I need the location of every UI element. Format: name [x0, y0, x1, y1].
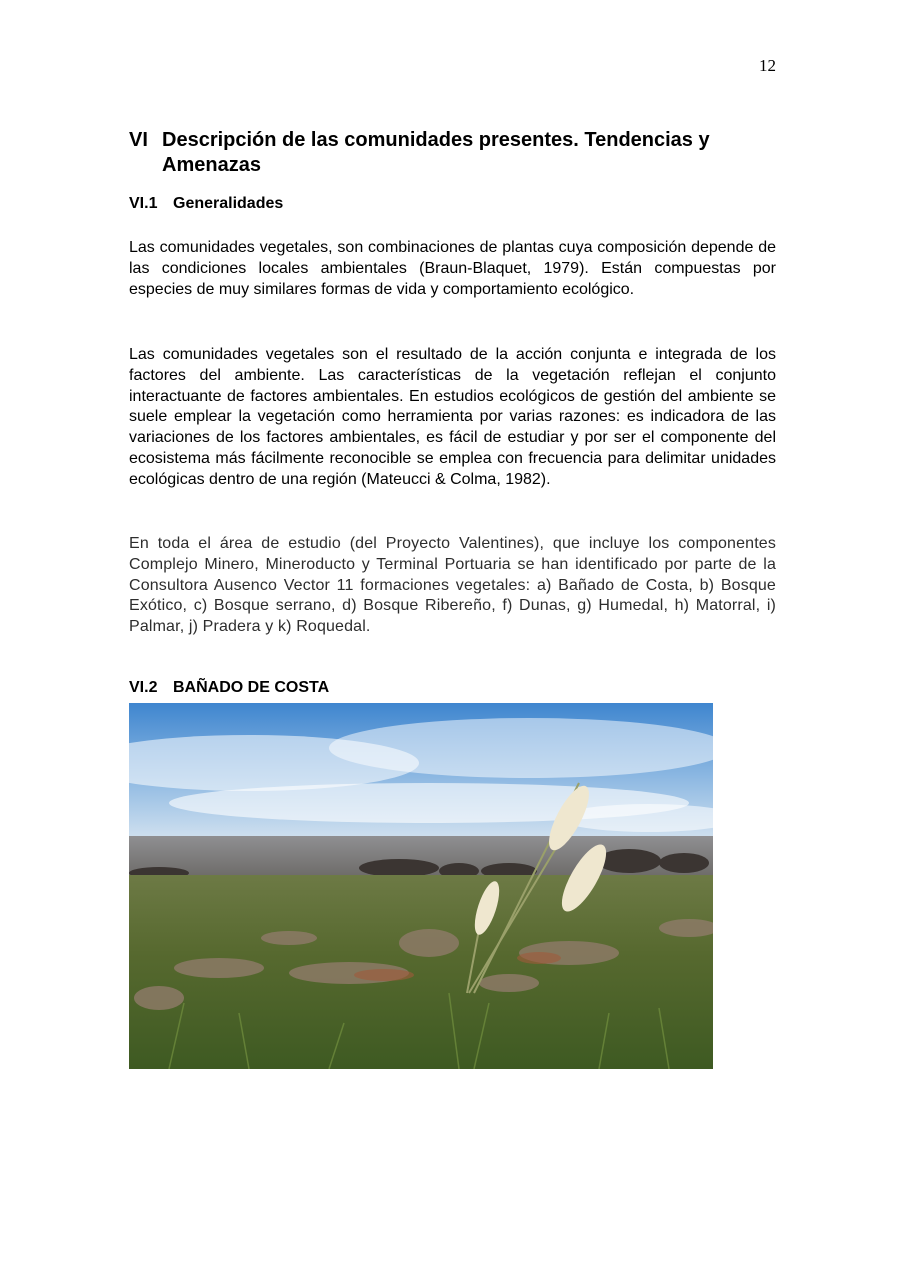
coastal-marsh-photo — [129, 703, 713, 1069]
paragraph-2: Las comunidades vegetales son el resultado de la acción conjunta e integrada de los factores del ambiente. Las características de la vegetación reflejan el conjunto interactuante de factores ambientales. En estudios ecológicos de gestión del ambiente se suele emplear la vegetación como herramienta por varias razones: es indicadora de las variaciones de los factores ambientales, es fácil de estudiar y por ser el componente del ecosistema más fácilmente reconocible se emplea con frecuencia para delimitar unidades ecológicas dentro de una región (Mateucci & Colma, 1982). — [129, 346, 776, 488]
section-number: VI — [129, 129, 148, 151]
section-heading — [129, 128, 769, 178]
section-title: Descripción de las comunidades presentes. Tendencias y Amenazas — [162, 129, 710, 176]
paragraph-3: En toda el área de estudio (del Proyecto Valentines), que incluye los componentes Complejo Minero, Mineroducto y Terminal Portuaria se han identificado por parte de la Consultora Ausenco Vector 11 formaciones vegetales: a) Bañado de Costa, b) Bosque Exótico, c) Bosque serrano, d) Bosque Ribereño, f) Dunas, g) Humedal, h) Matorral, i) Palmar, j) Pradera y k) Roquedal. — [129, 535, 776, 636]
subsection-number: VI.2 — [129, 679, 158, 696]
subsection-heading-banado — [129, 678, 329, 698]
subsection-title: BAÑADO DE COSTA — [173, 679, 330, 696]
subsection-title: Generalidades — [173, 195, 284, 212]
page-number: 12 — [759, 56, 776, 75]
subsection-heading-generalidades — [129, 194, 283, 214]
paragraph-1: Las comunidades vegetales, son combinaciones de plantas cuya composición depende de las condiciones locales ambientales (Braun-Blaquet, 1979). Están compuestas por especies de muy similares formas de vida y comportamiento ecológico. — [129, 239, 776, 298]
subsection-number: VI.1 — [129, 195, 158, 212]
